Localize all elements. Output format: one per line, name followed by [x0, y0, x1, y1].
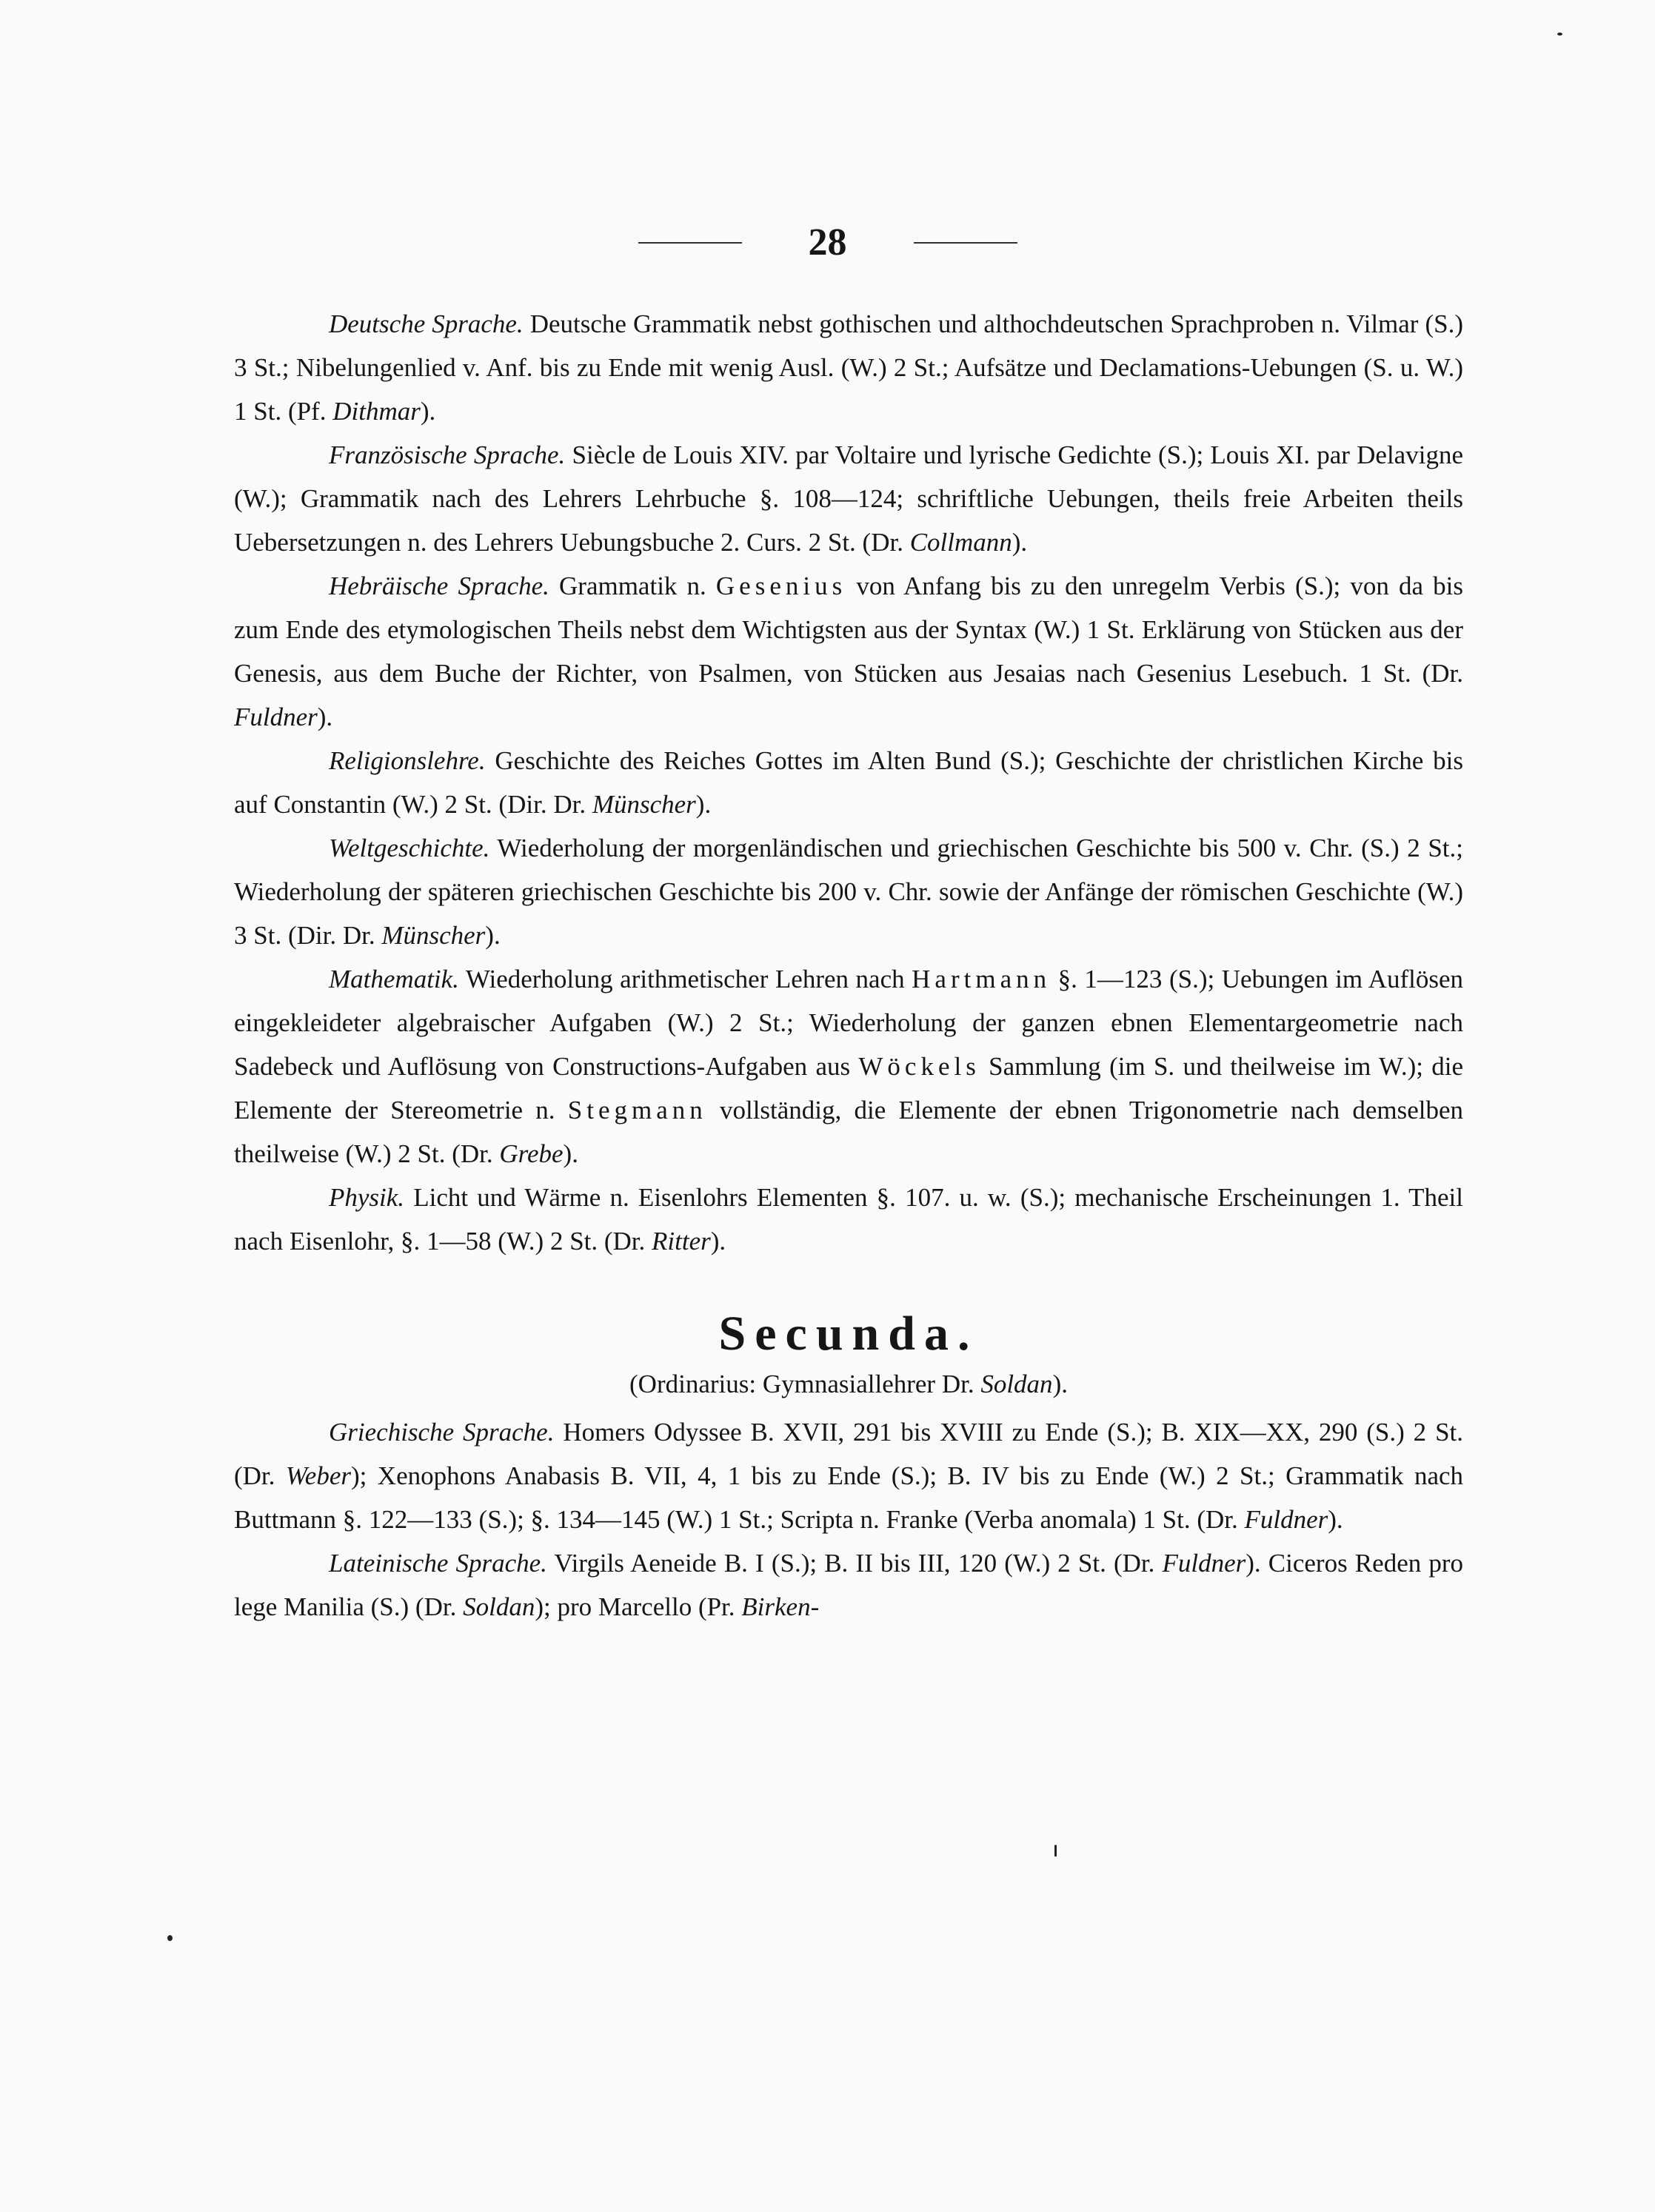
- paragraph-text: ).: [1012, 528, 1028, 557]
- subject-paragraph: [234, 1410, 1463, 1541]
- person-name: Soldan: [980, 1370, 1053, 1398]
- person-name: Ritter: [652, 1227, 711, 1256]
- person-name: Fuldner: [1244, 1505, 1328, 1534]
- secunda-subjects: [234, 1410, 1463, 1629]
- paragraph-text: Wiederholung der morgenländischen und griechischen Geschichte bis 500 v. Chr. (S.) 2 St.; Wiederholung der späteren griechischen Geschichte bis 200 v. Chr. sowie der Anfänge der römischen Geschichte (W.) 3 St. (Dir. Dr.: [234, 834, 1463, 950]
- subject-paragraph: [234, 1176, 1463, 1263]
- subject-paragraph: [234, 433, 1463, 564]
- subject-paragraph: [234, 826, 1463, 957]
- speck-mark: [1557, 33, 1562, 36]
- spaced-name: Wöckels: [858, 1052, 980, 1081]
- paragraph-text: ); Xenophons Anabasis B. VII, 4, 1 bis zu Ende (S.); B. IV bis zu Ende (W.) 2 St.; Grammatik nach Buttmann §. 122—133 (S.); §. 134—145 (W.) 1 St.; Scripta n. Franke (Verba anomala) 1 St. (Dr.: [234, 1461, 1464, 1534]
- speck-mark: [167, 1935, 173, 1941]
- subject-heading: Weltgeschichte.: [329, 834, 490, 862]
- section-subtitle: [234, 1362, 1463, 1406]
- subject-heading: Griechische Sprache.: [329, 1418, 555, 1447]
- subject-paragraph: [234, 739, 1463, 826]
- paragraph-text: ).: [695, 790, 712, 819]
- subject-heading: Hebräische Sprache.: [329, 572, 549, 600]
- speck-mark: [1054, 1845, 1057, 1857]
- paragraph-text: §. 1—123 (S.); Uebungen im Auflösen eingekleideter algebraischer Aufgaben (W.) 2 St.; Wiederholung der ganzen ebnen Elementargeometrie nach Sadebeck und Auflösung von Constructions-Aufgaben aus: [234, 965, 1463, 1081]
- page-header: [0, 221, 1655, 264]
- person-name: Fuldner: [234, 703, 318, 731]
- person-name: Fuldner: [1162, 1549, 1246, 1578]
- paragraph-text: Virgils Aeneide B. I (S.); B. II bis III, 120 (W.) 2 St. (Dr.: [546, 1549, 1163, 1578]
- paragraph-text: Grammatik n.: [549, 572, 716, 600]
- paragraph-text: von Anfang bis zu den unregelm Verbis (S.); von da bis zum Ende des etymologischen Theils nebst dem Wichtigsten aus der Syntax (W.) 1 St. Erklärung von Stücken aus der Genesis, aus dem Buche der Richter, von Psalmen, von Stücken aus Jesaias nach Gesenius Lesebuch. 1 St. (Dr.: [234, 572, 1463, 688]
- paragraph-text: ).: [485, 921, 501, 950]
- paragraph-text: Geschichte des Reiches Gottes im Alten Bund (S.); Geschichte der christlichen Kirche bis auf Constantin (W.) 2 St. (Dir. Dr.: [234, 746, 1463, 819]
- paragraph-text: ).: [1328, 1505, 1343, 1534]
- spaced-name: Gesenius: [715, 572, 847, 600]
- person-name: Soldan: [463, 1592, 535, 1621]
- subject-paragraph: [234, 1541, 1463, 1629]
- spaced-name: Stegmann: [567, 1096, 707, 1125]
- header-rule-right: [914, 242, 1017, 244]
- paragraph-text: Homers Odyssee B. XVII, 291 bis XVIII zu Ende (S.); B. XIX—XX, 290 (S.) 2 St. (Dr.: [234, 1418, 1464, 1490]
- subject-heading: Physik.: [329, 1183, 405, 1212]
- paragraph-text: ). Ciceros Reden pro lege Manilia (S.) (Dr.: [234, 1549, 1464, 1621]
- person-name: Birken-: [741, 1592, 820, 1621]
- paragraph-text: (Ordinarius: Gymnasiallehrer Dr.: [629, 1370, 981, 1398]
- subject-paragraph: [234, 564, 1463, 739]
- header-rule-left: [638, 242, 742, 244]
- paragraph-text: ).: [710, 1227, 726, 1256]
- person-name: Münscher: [381, 921, 486, 950]
- subject-heading: Mathematik.: [329, 965, 459, 993]
- paragraph-text: vollständig, die Elemente der ebnen Trigonometrie nach demselben theilweise (W.) 2 St. (Dr.: [234, 1096, 1463, 1168]
- prima-subjects: [234, 302, 1463, 1263]
- paragraph-text: Wiederholung arithmetischer Lehren nach: [458, 965, 912, 993]
- paragraph-text: Sammlung (im S. und theilweise im W.); die Elemente der Stereometrie n.: [234, 1052, 1463, 1125]
- section-title: Secunda.: [718, 1307, 979, 1361]
- paragraph-text: Licht und Wärme n. Eisenlohrs Elementen §. 107. u. w. (S.); mechanische Erscheinungen 1. Theil nach Eisenlohr, §. 1—58 (W.) 2 St. (Dr.: [234, 1183, 1463, 1256]
- person-name: Münscher: [592, 790, 696, 819]
- paragraph-text: ).: [1052, 1370, 1068, 1398]
- person-name: Dithmar: [332, 397, 421, 426]
- page-number: 28: [808, 221, 847, 264]
- spaced-name: Hartmann: [912, 965, 1051, 993]
- subject-paragraph: [234, 302, 1463, 433]
- paragraph-text: ).: [563, 1139, 578, 1168]
- person-name: Weber: [285, 1461, 351, 1490]
- subject-heading: Lateinische Sprache.: [329, 1549, 547, 1578]
- person-name: Grebe: [499, 1139, 564, 1168]
- paragraph-text: Siècle de Louis XIV. par Voltaire und lyrische Gedichte (S.); Louis XI. par Delavigne (W.); Grammatik nach des Lehrers Lehrbuche §. 108—124; schriftliche Uebungen, theils freie Arbeiten theils Uebersetzungen n. des Lehrers Uebungsbuche 2. Curs. 2 St. (Dr.: [234, 440, 1463, 557]
- paragraph-text: Deutsche Grammatik nebst gothischen und althochdeutschen Sprachproben n. Vilmar (S.) 3 St.; Nibelungenlied v. Anf. bis zu Ende mit wenig Ausl. (W.) 2 St.; Aufsätze und Declamations-Uebungen (S. u. W.) 1 St. (Pf.: [234, 309, 1463, 426]
- page-body: [234, 302, 1463, 1629]
- paragraph-text: ).: [317, 703, 333, 731]
- subject-paragraph: [234, 957, 1463, 1176]
- person-name: Collmann: [909, 528, 1012, 557]
- subject-heading: Französische Sprache.: [329, 440, 566, 469]
- subject-heading: Religionslehre.: [329, 746, 486, 775]
- paragraph-text: ); pro Marcello (Pr.: [535, 1592, 742, 1621]
- paragraph-text: ).: [420, 397, 436, 426]
- subject-heading: Deutsche Sprache.: [329, 309, 524, 338]
